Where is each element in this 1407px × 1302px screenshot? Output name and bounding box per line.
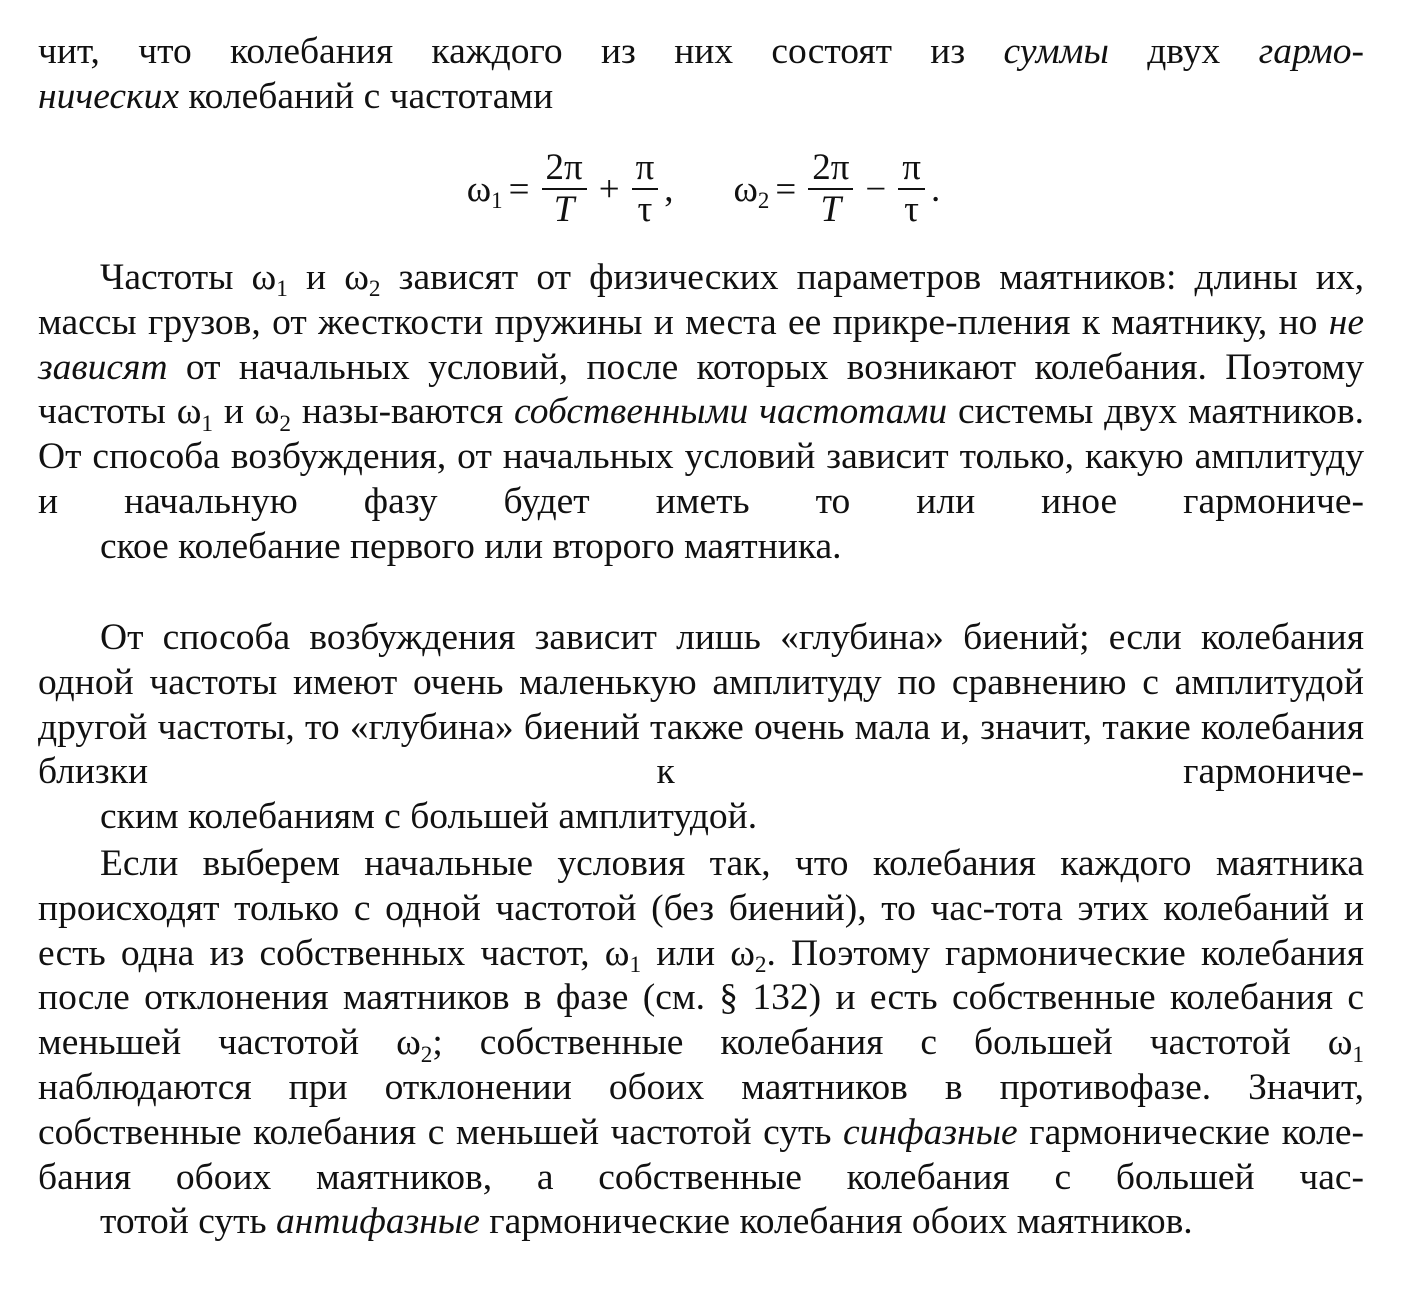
paragraph-continuation [38,30,1364,120]
omega2-symbol: $\omega_2$ [733,168,770,213]
omega1-equation [467,148,674,230]
text-run: колебаний с частотами [178,75,554,117]
minus-sign: − [865,168,887,210]
fraction-2pi-over-T: $\frac{2\pi}{T}$ [542,148,587,230]
paragraph-last-line [38,75,1364,120]
omega2-equation [734,148,941,230]
paragraph-last-line: ским колебаниям с большей амплитудой. [100,796,758,838]
fraction-2pi-over-T: $\frac{2\pi}{T}$ [808,148,853,230]
period: . [930,168,941,210]
paragraph-in-phase-antiphase: Если выберем начальные условия так, что колебания каждого маятника происходят только с одной частотой (без биений), то час-тота этих колебаний и есть одна из собственных частот, $\omega_1$ или $\omega_2$. Поэтому гармонические колебания после отклонения маятников в фазе (см. § 132) и есть собственные колебания с меньшей частотой $\omega_2$; собственные колебания с большей частотой $\omega_1$ наблюдаются при отклонении обоих маятников в противофазе. Значит, собственные колебания с меньшей частотой суть синфазные гармонические коле-бания обоих маятников, а собственные колебания с большей час- тотой суть антифазные гармонические колебания обоих маятников. [38,842,1364,1245]
paragraph-last-line: ское колебание первого или второго маятника. [100,525,842,567]
italic-term-harmonic-part1: гармо- [1258,31,1364,72]
italic-term-antiphase: антифазные [276,1201,480,1243]
comma: , [664,168,674,210]
plus-sign: + [598,168,620,210]
equals-sign: = [775,168,797,210]
equals-sign: = [508,168,530,210]
omega1-symbol: $\omega_1$ [466,168,503,213]
italic-term-harmonic-part2: нических [38,75,179,117]
frequency-formula [0,148,1407,230]
paragraph-beat-depth: От способа возбуждения зависит лишь «глубина» биений; если колебания одной частоты имеют очень маленькую амплитуду по сравнению с амплитудой другой частоты, то «глубина» биений также очень мала и, значит, такие колебания близки к гармониче- ским колебаниям с большей амплитудой. [38,616,1364,840]
italic-term-natural-frequencies: собственными частотами [514,391,948,433]
paragraph-natural-frequencies: Частоты $\omega_1$ и $\omega_2$ зависят от физических параметров маятников: длины их, массы грузов, от жесткости пружины и места ее прикре-пления к маятнику, но не зависят от начальных условий, после которых возникают колебания. Поэтому частоты $\omega_1$ и $\omega_2$ назы-ваются собственными частотами системы двух маятников. От способа возбуждения, от начальных условий зависит только, какую амплитуду и начальную фазу будет иметь то или иное гармониче- ское колебание первого или второго маятника. [38,256,1364,570]
italic-term-sums: суммы [1003,31,1109,72]
text-run: двух [1108,31,1259,72]
fraction-pi-over-tau: $\frac{\pi}{\tau}$ [632,148,659,230]
fraction-pi-over-tau: $\frac{\pi}{\tau}$ [898,148,925,230]
text-run: чит, что колебания каждого из них состоят из [38,31,1004,72]
italic-term-do-not-depend: не зависят [38,301,1364,388]
italic-term-in-phase: синфазные [843,1111,1018,1153]
paragraph-last-line: тотой суть антифазные гармонические колебания обоих маятников. [100,1201,1193,1243]
